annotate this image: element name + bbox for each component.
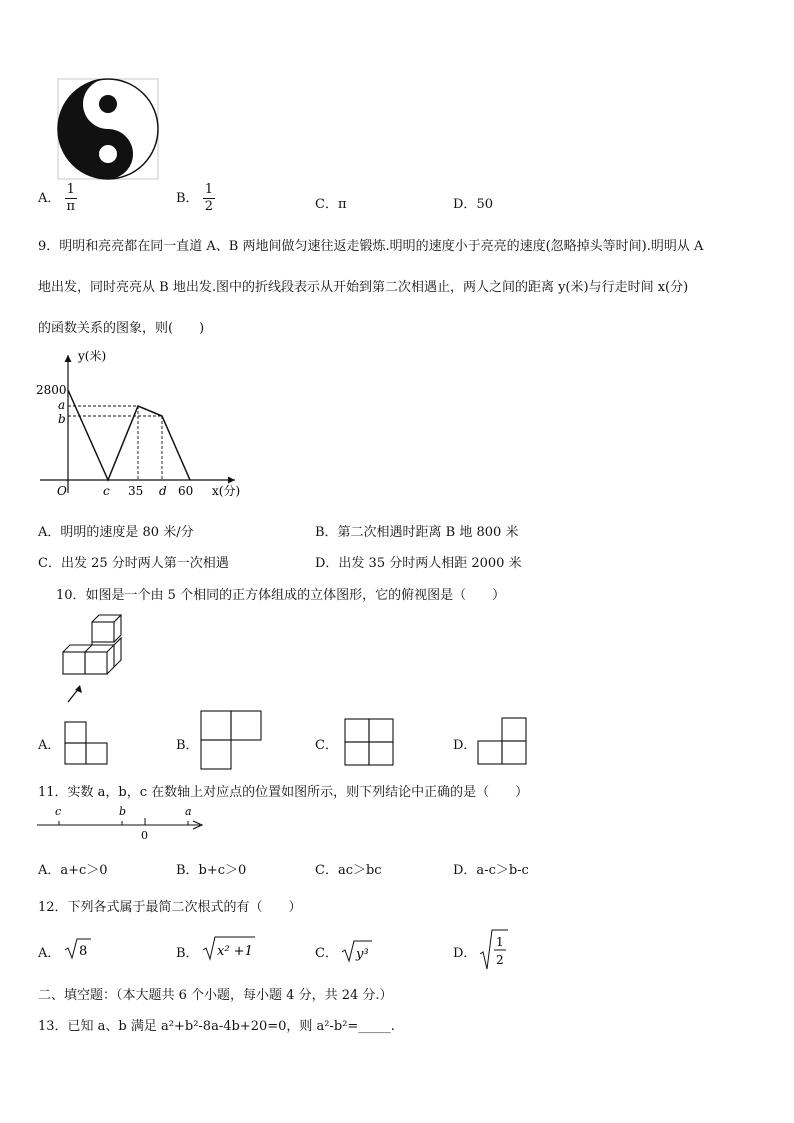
taichi-dark-dot	[99, 95, 117, 113]
q11-option-c[interactable]: C．ac＞bc	[315, 863, 382, 878]
q9-option-d[interactable]: D．出发 35 分时两人相距 2000 米	[315, 556, 522, 571]
q9-x-c-label: c	[103, 484, 110, 498]
q12-option-c-radical	[340, 936, 374, 964]
q11-label-a: a	[185, 805, 192, 818]
q10-cube-figure	[55, 612, 130, 707]
q10-cube-bottom-mid	[85, 652, 107, 674]
q9-x-35-label: 35	[128, 484, 144, 498]
q11-number-line	[35, 800, 215, 844]
q12-option-c-radicand: y³	[356, 947, 369, 962]
q9-stem-line1: 9．明明和亮亮都在同一直道 A、B 两地间做匀速往返走锻炼.明明的速度小于亮亮的速度(忽略掉头等时间).明明从 A	[38, 239, 704, 254]
q10-cube-top-front	[92, 622, 114, 642]
q10-option-a-view[interactable]	[63, 720, 109, 766]
q9-option-c[interactable]: C．出发 25 分时两人第一次相遇	[38, 556, 229, 571]
taichi-light-dot	[99, 145, 117, 163]
q12-option-a-label: A．	[38, 946, 61, 961]
q10-option-d-view[interactable]	[476, 716, 528, 766]
q8-option-b[interactable]	[176, 182, 215, 215]
q9-y-label: y(米)	[78, 349, 107, 363]
q11-option-a[interactable]: A．a+c＞0	[38, 863, 108, 878]
q10-cube-bottom-left	[63, 652, 85, 674]
q10-cube-edge	[107, 645, 114, 652]
q11-option-d[interactable]: D．a-c＞b-c	[453, 863, 529, 878]
q8-option-a-denominator: π	[66, 199, 76, 214]
q8-option-a[interactable]	[38, 182, 77, 215]
q12-option-b-radical	[201, 934, 257, 962]
q9-x-d-label: d	[159, 484, 167, 498]
q9-graph	[30, 345, 260, 505]
q8-option-d-label: D．	[453, 197, 477, 212]
q8-option-a-label: A．	[38, 191, 61, 206]
q12-option-b[interactable]	[176, 942, 199, 961]
q12-option-d[interactable]	[453, 942, 476, 961]
q13-stem: 13．已知 a、b 满足 a²+b²-8a-4b+20=0，则 a²-b²=_____.	[38, 1019, 395, 1034]
q8-option-d-value: 50	[476, 197, 493, 212]
q10-cube-bottom-roof-left	[63, 645, 92, 652]
q8-option-c[interactable]	[315, 193, 347, 212]
q12-stem: 12．下列各式属于最简二次根式的有（ ）	[38, 900, 302, 915]
q10-cube-bottom-roof-right	[85, 638, 121, 674]
q11-option-b[interactable]: B．b+c＞0	[176, 863, 247, 878]
q12-option-d-numerator: 1	[496, 935, 504, 949]
q8-option-a-fraction	[65, 182, 78, 215]
q9-stem-line3: 的函数关系的图象，则( )	[38, 321, 205, 336]
q9-origin-label: O	[57, 484, 67, 498]
q12-option-a[interactable]	[38, 942, 60, 961]
q9-option-a[interactable]: A．明明的速度是 80 米/分	[38, 525, 194, 540]
q8-option-d[interactable]	[453, 193, 493, 212]
q12-option-c-label: C．	[315, 946, 338, 961]
q11-label-b: b	[119, 805, 127, 818]
q8-option-a-numerator: 1	[65, 182, 78, 199]
q12-option-d-radical	[478, 928, 510, 972]
q8-option-b-denominator: 2	[204, 199, 213, 214]
q12-option-a-radicand: 8	[79, 944, 88, 959]
q11-label-c: c	[55, 805, 62, 818]
q12-option-d-label: D．	[453, 946, 477, 961]
q9-x-label: x(分)	[212, 484, 241, 498]
q8-option-b-numerator: 1	[204, 182, 213, 197]
q10-option-b-view[interactable]	[199, 709, 263, 771]
taichi-figure	[55, 76, 161, 182]
q9-y-b-label: b	[58, 412, 66, 426]
q10-cube-top-roof	[92, 615, 121, 622]
q12-option-c[interactable]	[315, 942, 338, 961]
section-fill-in-heading: 二、填空题：（本大题共 6 个小题，每小题 4 分，共 24 分.）	[38, 988, 393, 1003]
q8-option-b-fraction	[203, 182, 215, 215]
q12-option-b-radicand: x² +1	[217, 944, 253, 959]
q9-x-60-label: 60	[178, 484, 194, 498]
q12-option-b-label: B．	[176, 946, 199, 961]
q9-distance-polyline	[68, 390, 190, 480]
q10-option-c-view[interactable]	[343, 717, 395, 767]
q12-option-d-denominator: 2	[496, 953, 504, 967]
q10-option-b-label[interactable]: B．	[176, 738, 199, 753]
q10-option-a-label[interactable]: A．	[38, 738, 61, 753]
q9-stem-line2: 地出发，同时亮亮从 B 地出发.图中的折线段表示从开始到第二次相遇止，两人之间的距离 y(米)与行走时间 x(分)	[38, 280, 689, 295]
q10-stem: 10．如图是一个由 5 个相同的正方体组成的立体图形，它的俯视图是（ ）	[56, 588, 506, 603]
q8-option-c-label: C．	[315, 197, 338, 212]
q10-option-c-label[interactable]: C．	[315, 738, 338, 753]
q9-y-2800-label: 2800	[36, 383, 67, 397]
q9-y-a-label: a	[58, 398, 66, 412]
q11-label-zero: 0	[141, 829, 148, 842]
q11-stem: 11．实数 a，b，c 在数轴上对应点的位置如图所示，则下列结论中正确的是（ ）	[38, 785, 529, 800]
q8-option-c-value: π	[337, 197, 347, 212]
q10-option-d-label[interactable]: D．	[453, 738, 477, 753]
q8-option-b-label: B．	[176, 191, 199, 206]
q12-option-a-radical	[63, 936, 93, 962]
q9-option-b[interactable]: B．第二次相遇时距离 B 地 800 米	[315, 525, 519, 540]
